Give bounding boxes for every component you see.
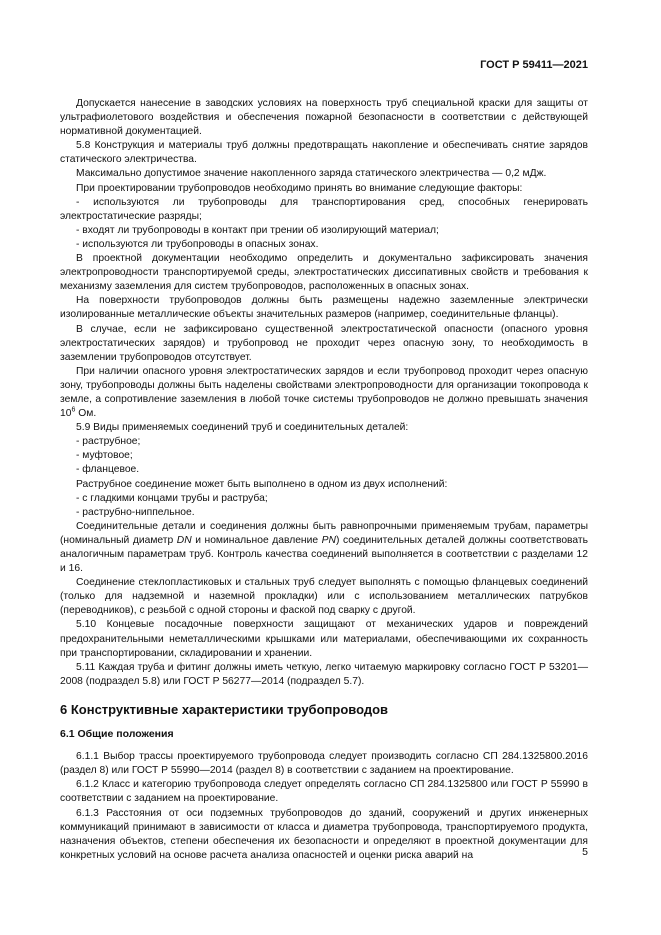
paragraph [60, 520, 588, 576]
paragraph: Раструбное соединение может быть выполнено в одном из двух исполнений: [76, 478, 448, 490]
text-span: Ом. [75, 408, 97, 420]
text-span: Соединительные детали и соединения должны быть равнопрочными применяемым трубам, параметры (номинальный диаметр [60, 520, 588, 546]
text-span: При наличии опасного уровня электростатических зарядов и если трубопровод проходит через опасную зону, трубопроводы должны быть наделены свойствами электропроводности для организации токопровода к земле, а сопротивление заземления в любой точке системы трубопроводов не должно превышать значения 10 [60, 365, 588, 420]
clause-5-11: 5.11 Каждая труба и фитинг должны иметь четкую, легко читаемую маркировку согласно ГОСТ Р 53201—2008 (подраздел 5.8) или ГОСТ Р 56277—2014 (подраздел 5.7). [60, 661, 588, 687]
paragraph: Соединение стеклопластиковых и стальных труб следует выполнять с помощью фланцевых соединений (только для надземной и наземной прокладки) или с использованием металлических патрубков (переводников), с резьбой с одной стороны и фаской под сварку с другой. [60, 577, 588, 617]
list-item: - фланцевое. [76, 464, 140, 476]
list-item: - раструбное; [76, 436, 141, 448]
list-item: - используются ли трубопроводы в опасных зонах. [76, 238, 319, 250]
document-header: ГОСТ Р 59411—2021 [480, 59, 588, 71]
clause-6-1-1: 6.1.1 Выбор трассы проектируемого трубопровода следует производить согласно СП 284.1325800.2016 (раздел 8) или ГОСТ Р 55990—2014 (раздел 8) в соответствии с заданием на проектирование. [60, 751, 588, 777]
clause-5-9: 5.9 Виды применяемых соединений труб и соединительных деталей: [76, 422, 409, 434]
paragraph: В проектной документации необходимо определить и документально зафиксировать значения электропроводности транспортируемой среды, электростатических диссипативных свойств и требования к механизму заземления для систем трубопроводов, расположенных в опасных зонах. [60, 253, 588, 293]
paragraph: На поверхности трубопроводов должны быть размещены надежно заземленные электрически изолированные металлические объекты значительных размеров (например, соединительные фланцы). [60, 295, 588, 321]
paragraph: В случае, если не зафиксировано существенной электростатической опасности (опасного уровня электростатических зарядов) и трубопровод не проходит через опасную зону, то необходимость в заземлении трубопроводов отсутствует. [60, 323, 588, 363]
document-page [60, 0, 588, 935]
paragraph: При проектировании трубопроводов необходимо принять во внимание следующие факторы: [76, 182, 523, 194]
section-heading: 6 Конструктивные характеристики трубопроводов [60, 701, 389, 717]
italic-term: PN [321, 534, 336, 546]
clause-5-10: 5.10 Концевые посадочные поверхности защищают от механических ударов и повреждений предохранительными неметаллическими крышками или материалами, обеспечивающими их сохранность при транспортировании, складировании и хранении. [60, 619, 588, 659]
subsection-heading: 6.1 Общие положения [60, 728, 174, 741]
italic-term: DN [176, 534, 192, 546]
clause-5-8: 5.8 Конструкция и материалы труб должны предотвращать накопление и обеспечивать снятие зарядов статического электричества. [60, 140, 588, 166]
paragraph [60, 365, 588, 421]
list-item: - входят ли трубопроводы в контакт при трении об изолирующий материал; [76, 224, 439, 236]
list-item: - с гладкими концами трубы и раструба; [76, 492, 268, 504]
clause-6-1-3: 6.1.3 Расстояния от оси подземных трубопроводов до зданий, сооружений и других инженерных коммуникаций принимают в зависимости от класса и диаметра трубопровода, транспортируемого продукта, назначения объектов, степени обеспечения их безопасности и определяют в проектной документации для конкретных условий на основе расчета анализа опасностей и оценки риска аварий на [60, 807, 588, 861]
list-item: - используются ли трубопроводы для транспортирования сред, способных генерировать электростатические разряды; [60, 196, 588, 222]
text-span: и номинальное давление [191, 534, 322, 546]
superscript: 6 [71, 406, 76, 414]
document-body [60, 97, 588, 863]
page-number: 5 [582, 846, 588, 858]
text-span: ) соединительных деталей должны соответствовать аналогичным параметрам труб. Контроль качества соединений выполняется в соответствии с разделами 12 и 16. [60, 534, 588, 575]
list-item: - муфтовое; [76, 450, 133, 462]
clause-6-1-2: 6.1.2 Класс и категорию трубопровода следует определять согласно СП 284.1325800 или ГОСТ Р 55990 в соответствии с заданием на проектирование. [60, 779, 588, 805]
paragraph: Максимально допустимое значение накопленного заряда статического электричества — 0,2 мДж. [76, 168, 547, 180]
paragraph: Допускается нанесение в заводских условиях на поверхность труб специальной краски для защиты от ультрафиолетового воздействия и обеспечения пожарной безопасности в соответствии с действующей нормативной документацией. [60, 98, 588, 138]
list-item: - раструбно-ниппельное. [76, 506, 195, 518]
